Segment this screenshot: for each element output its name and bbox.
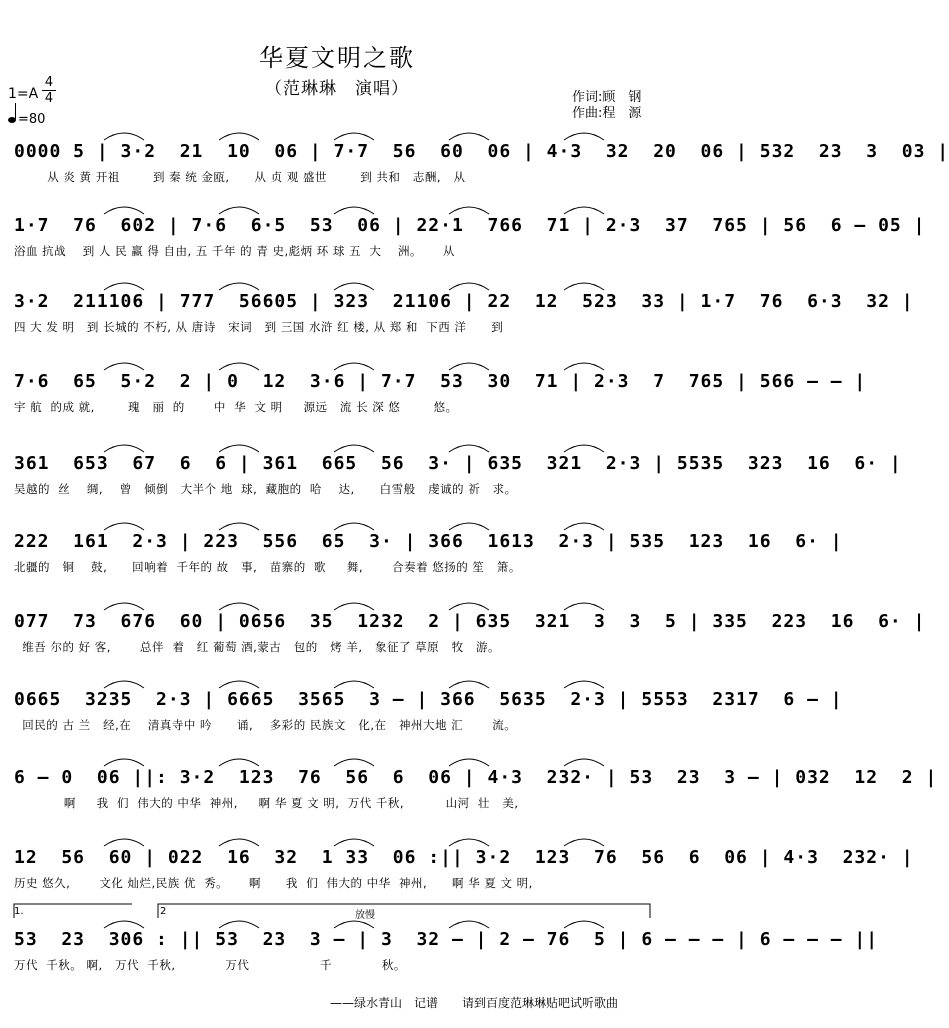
ritardando-mark: 放慢	[355, 910, 375, 921]
composer-credit: 作曲:程 源	[572, 106, 642, 121]
lyrics-line: 从 炎 黄 开祖 到 秦 统 金瓯, 从 贞 观 盛世 到 共和 志酬, 从	[14, 170, 466, 184]
notation-line: 0000 5 | 3·2 21 10 06 | 7·7 56 60 06 | 4·3 32 20 06 | 532 23 3 03 |	[14, 141, 949, 162]
transcriber-footer: ——绿水青山 记谱 请到百度范琳琳贴吧试听歌曲	[330, 996, 619, 1010]
notation-line: 6 — 0 06 ||: 3·2 123 76 56 6 06 | 4·3 232· | 53 23 3 — | 032 12 2 |	[14, 767, 938, 788]
second-ending-mark: 2	[160, 906, 167, 917]
notation-line: 0665 3235 2·3 | 6665 3565 3 — | 366 5635 2·3 | 5553 2317 6 — |	[14, 689, 843, 710]
notation-line: 53 23 306 : || 53 23 3 — | 3 32 — | 2 — 76 5 | 6 — — — | 6 — — — ||	[14, 929, 879, 950]
song-title: 华夏文明之歌	[259, 44, 415, 72]
lyrics-line: 宇 航 的成 就, 瑰 丽 的 中 华 文 明 源远 流 长 深 悠 悠。	[14, 400, 458, 414]
notation-line: 7·6 65 5·2 2 | 0 12 3·6 | 7·7 53 30 71 | 2·3 7 765 | 566 — — |	[14, 371, 867, 392]
lyrics-line: 回民的 古 兰 经,在 清真寺中 吟 诵, 多彩的 民族文 化,在 神州大地 汇 流。	[14, 718, 517, 732]
tempo-value: =80	[18, 112, 46, 127]
notation-line: 361 653 67 6 6 | 361 665 56 3· | 635 321 2·3 | 5535 323 16 6· |	[14, 453, 902, 474]
notation-line: 1·7 76 602 | 7·6 6·5 53 06 | 22·1 766 71 | 2·3 37 765 | 56 6 — 05 |	[14, 215, 926, 236]
lyricist-credit: 作词:顾 钢	[572, 90, 642, 105]
lyrics-line: 历史 悠久, 文化 灿烂,民族 优 秀。 啊 我 们 伟大的 中华 神州, 啊 华 夏 文 明,	[14, 876, 533, 890]
notation-line: 077 73 676 60 | 0656 35 1232 2 | 635 321 3 3 5 | 335 223 16 6· |	[14, 611, 926, 632]
lyrics-line: 啊 我 们 伟大的 中华 神州, 啊 华 夏 文 明, 万代 千秋, 山河 壮 美,	[14, 796, 519, 810]
lyrics-line: 吴越的 丝 绸, 曾 倾倒 大半个 地 球, 藏胞的 哈 达, 白雪般 虔诚的 祈 求。	[14, 482, 517, 496]
first-ending-mark: 1.	[14, 906, 24, 917]
notation-line: 12 56 60 | 022 16 32 1 33 06 :|| 3·2 123 76 56 6 06 | 4·3 232· |	[14, 847, 914, 868]
lyrics-line: 北疆的 铜 鼓, 回响着 千年的 故 事, 苗寨的 歌 舞, 合奏着 悠扬的 笙 箫。	[14, 560, 521, 574]
time-signature-top: 4	[44, 75, 54, 90]
key-signature: 1=A	[8, 86, 39, 102]
time-signature-bottom: 4	[44, 91, 54, 106]
lyrics-line: 万代 千秋。 啊, 万代 千秋, 万代 千 秋。	[14, 958, 406, 972]
song-subtitle: （范琳琳 演唱）	[265, 79, 409, 99]
lyrics-line: 维吾 尔的 好 客, 总伴 着 红 葡萄 酒,蒙古 包的 烤 羊, 象征了 草原 牧 游。	[14, 640, 501, 654]
notation-line: 222 161 2·3 | 223 556 65 3· | 366 1613 2·3 | 535 123 16 6· |	[14, 531, 843, 552]
notation-line: 3·2 211106 | 777 56605 | 323 21106 | 22 12 523 33 | 1·7 76 6·3 32 |	[14, 291, 914, 312]
lyrics-line: 浴血 抗战 到 人 民 赢 得 自由, 五 千年 的 青 史,彪炳 环 球 五 大 洲。 从	[14, 244, 455, 258]
lyrics-line: 四 大 发 明 到 长城的 不朽, 从 唐诗 宋词 到 三国 水浒 红 楼, 从 郑 和 下西 洋 到	[14, 320, 504, 334]
